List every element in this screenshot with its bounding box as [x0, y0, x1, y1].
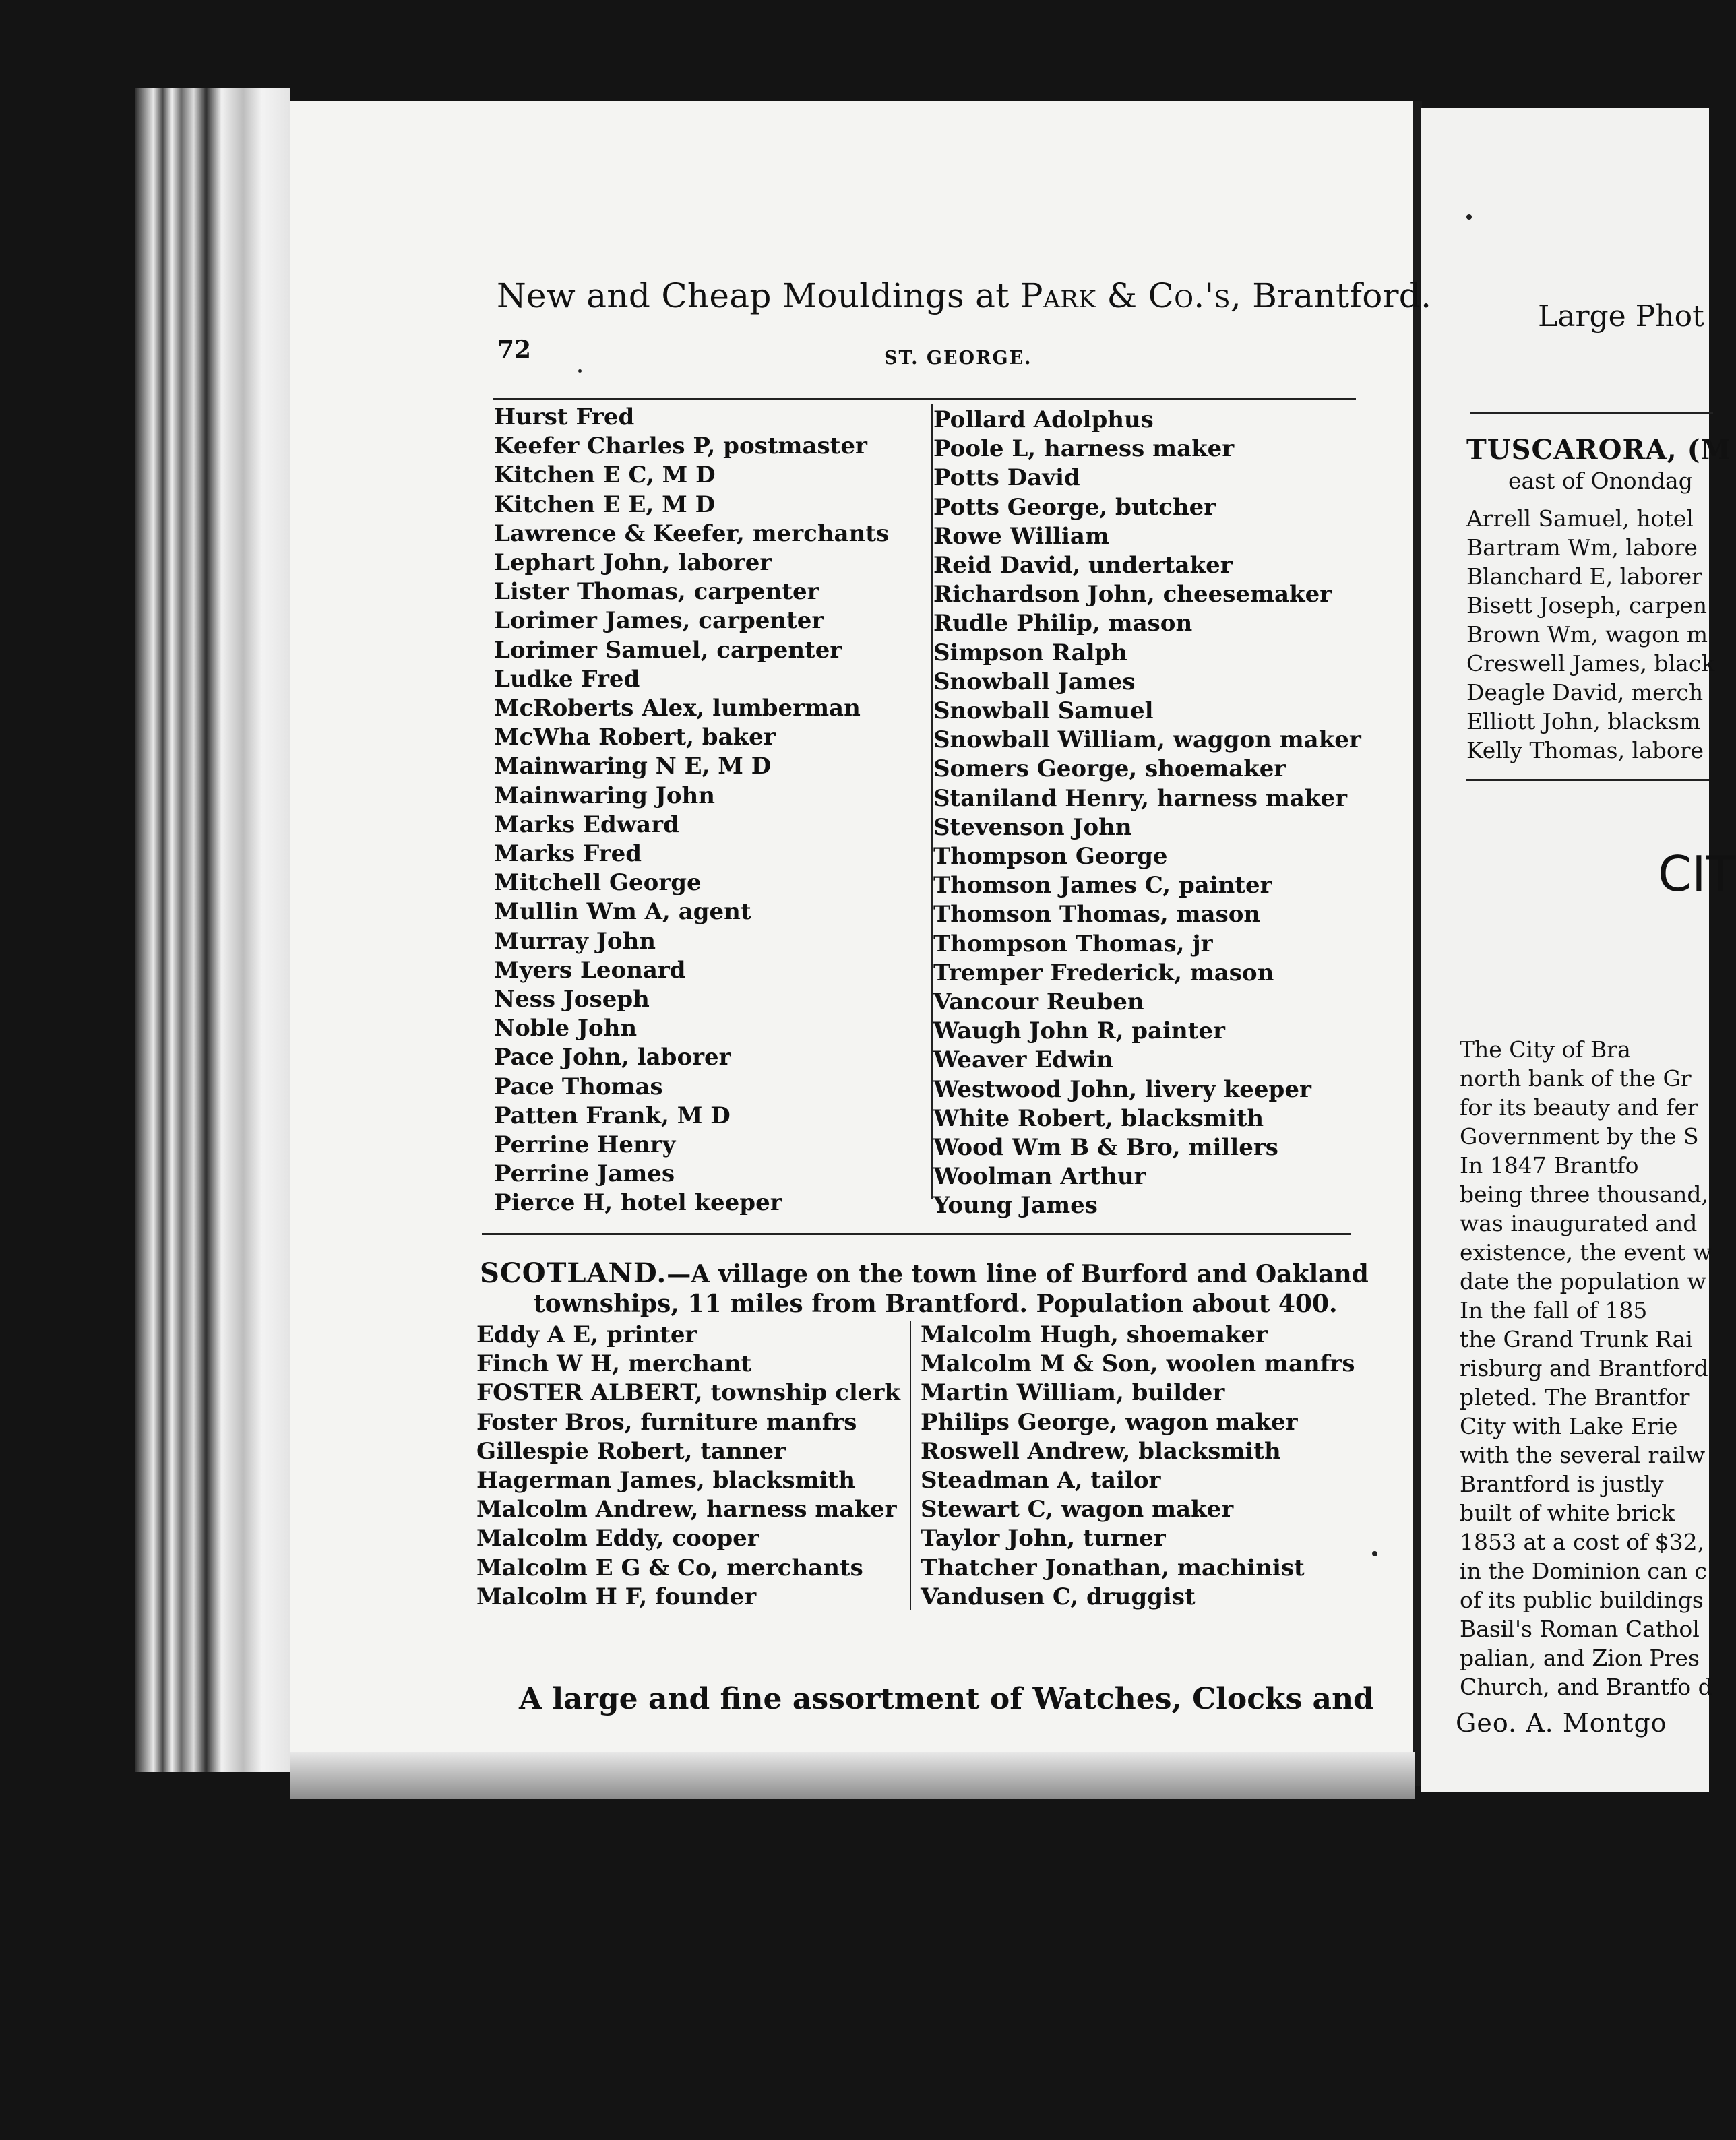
scotland-name: SCOTLAND. — [480, 1257, 667, 1289]
page-bottom-edge — [290, 1752, 1415, 1799]
directory-entry: Stevenson John — [933, 813, 1132, 841]
directory-entry: Brown Wm, wagon m — [1466, 621, 1708, 648]
city-paragraph — [1460, 1035, 1712, 1701]
directory-entry: Young James — [933, 1192, 1098, 1220]
ink-speck — [578, 369, 582, 373]
directory-entry: Ludke Fred — [494, 665, 640, 693]
directory-entry: Kelly Thomas, labore — [1466, 737, 1704, 763]
directory-entry: McRoberts Alex, lumberman — [494, 695, 861, 722]
directory-entry: Creswell James, black — [1466, 650, 1715, 676]
directory-entry: Elliott John, blacksm — [1466, 708, 1701, 734]
scotland-column-divider — [910, 1321, 911, 1610]
page-footer-advertisement: A large and fine assortment of Watches, Clocks and — [519, 1682, 1374, 1716]
directory-entry: Deagle David, merch — [1466, 679, 1704, 705]
directory-entry: Foster Bros, furniture manfrs — [476, 1408, 857, 1436]
paragraph-line: palian, and Zion Pres — [1460, 1645, 1700, 1671]
tuscarora-heading — [1466, 435, 1731, 466]
paragraph-line: In the fall of 185 — [1460, 1297, 1648, 1323]
tuscarora-entries — [1466, 504, 1714, 765]
directory-entry: Noble John — [494, 1015, 638, 1042]
directory-entry: Marks Fred — [494, 840, 642, 868]
directory-entry: Stewart C, wagon maker — [921, 1496, 1234, 1523]
directory-entry: Arrell Samuel, hotel — [1466, 505, 1694, 532]
directory-entry: Thompson George — [933, 843, 1168, 871]
directory-entry: Westwood John, livery keeper — [933, 1075, 1311, 1103]
tuscarora-line-2: east of Onondag — [1508, 468, 1693, 494]
header-brand: Park & Co.'s — [1020, 276, 1231, 315]
directory-entry: Reid David, undertaker — [933, 552, 1233, 579]
directory-entry: Mitchell George — [494, 869, 702, 897]
directory-entry: Perrine Henry — [494, 1131, 676, 1159]
directory-entry: Simpson Ralph — [933, 639, 1128, 666]
st-george-left-column — [494, 403, 889, 1218]
ink-speck — [1466, 214, 1472, 220]
paragraph-line: was inaugurated and — [1460, 1210, 1698, 1236]
directory-entry: Pace John, laborer — [494, 1044, 731, 1071]
page-header-advertisement — [497, 276, 1431, 315]
directory-entry: Malcolm Hugh, shoemaker — [921, 1321, 1268, 1348]
paragraph-line: of its public buildings — [1460, 1587, 1704, 1613]
directory-entry: Malcolm H F, founder — [476, 1583, 757, 1610]
directory-entry: Mainwaring N E, M D — [494, 753, 772, 780]
directory-entry: Lephart John, laborer — [494, 549, 772, 577]
directory-entry: Mainwaring John — [494, 782, 715, 809]
header-suffix: , Brantford. — [1230, 276, 1432, 315]
directory-entry: Myers Leonard — [494, 956, 686, 984]
directory-entry: Martin William, builder — [921, 1379, 1225, 1407]
directory-entry: Pierce H, hotel keeper — [494, 1189, 782, 1217]
directory-entry: Snowball William, waggon maker — [933, 726, 1361, 754]
directory-entry: Pollard Adolphus — [933, 406, 1154, 433]
directory-entry: Lister Thomas, carpenter — [494, 578, 819, 606]
directory-entry: Malcolm Eddy, cooper — [476, 1525, 760, 1552]
directory-entry: McWha Robert, baker — [494, 724, 776, 751]
right-section-rule — [1466, 779, 1709, 784]
directory-entry: Wood Wm B & Bro, millers — [933, 1134, 1278, 1162]
st-george-right-column — [933, 406, 1361, 1221]
directory-entry: Rowe William — [933, 522, 1109, 550]
paragraph-line: Government by the S — [1460, 1123, 1699, 1150]
scotland-right-column — [921, 1321, 1355, 1612]
directory-entry: Mullin Wm A, agent — [494, 898, 751, 926]
directory-entry: Thomson James C, painter — [933, 872, 1272, 900]
directory-entry: Roswell Andrew, blacksmith — [921, 1437, 1281, 1465]
directory-entry: Staniland Henry, harness maker — [933, 784, 1348, 812]
paragraph-line: built of white brick — [1460, 1500, 1675, 1526]
section-rule — [482, 1233, 1351, 1238]
paragraph-line: In 1847 Brantfo — [1460, 1152, 1639, 1178]
right-top-rule — [1470, 412, 1713, 414]
directory-entry: Tremper Frederick, mason — [933, 959, 1274, 986]
paragraph-line: with the several railw — [1460, 1442, 1706, 1468]
directory-entry: White Robert, blacksmith — [933, 1104, 1264, 1132]
running-head: ST. GEORGE. — [884, 348, 1032, 369]
scotland-section-heading — [480, 1259, 1369, 1319]
paragraph-line: The City of Bra — [1460, 1036, 1631, 1063]
directory-entry: Vancour Reuben — [933, 988, 1144, 1016]
directory-entry: Somers George, shoemaker — [933, 755, 1286, 783]
directory-entry: Gillespie Robert, tanner — [476, 1437, 786, 1465]
right-page-header: Large Phot — [1538, 299, 1704, 334]
directory-entry: Hurst Fred — [494, 404, 635, 431]
directory-entry: Pace Thomas — [494, 1073, 663, 1100]
paragraph-line: risburg and Brantford — [1460, 1355, 1708, 1381]
paragraph-line: north bank of the Gr — [1460, 1065, 1692, 1092]
paragraph-line: Brantford is justly — [1460, 1471, 1664, 1497]
paragraph-line: the Grand Trunk Rai — [1460, 1326, 1693, 1352]
directory-entry: Rudle Philip, mason — [933, 610, 1193, 637]
directory-entry: Hagerman James, blacksmith — [476, 1467, 856, 1494]
directory-entry: Malcolm M & Son, woolen manfrs — [921, 1350, 1355, 1378]
directory-entry: Malcolm Andrew, harness maker — [476, 1496, 897, 1523]
directory-entry: Eddy A E, printer — [476, 1321, 698, 1348]
directory-entry: Potts David — [933, 464, 1080, 492]
directory-entry: Snowball James — [933, 668, 1136, 695]
paragraph-line: City with Lake Erie — [1460, 1413, 1678, 1439]
directory-entry: Blanchard E, laborer — [1466, 563, 1702, 590]
paragraph-line: 1853 at a cost of $32, — [1460, 1529, 1705, 1555]
scotland-description-1: —A village on the town line of Burford and Oakland — [666, 1260, 1369, 1288]
paragraph-line: being three thousand, — [1460, 1181, 1709, 1207]
paragraph-line: pleted. The Brantfor — [1460, 1384, 1690, 1410]
column-divider — [931, 404, 933, 1199]
directory-entry: Potts George, butcher — [933, 493, 1216, 521]
directory-entry: Thatcher Jonathan, machinist — [921, 1554, 1305, 1581]
directory-entry: Snowball Samuel — [933, 697, 1154, 725]
directory-entry: Bisett Joseph, carpen — [1466, 592, 1708, 619]
directory-entry: Taylor John, turner — [921, 1525, 1166, 1552]
paragraph-line: date the population w — [1460, 1268, 1706, 1294]
directory-entry: Thompson Thomas, jr — [933, 930, 1213, 957]
paragraph-line: Basil's Roman Cathol — [1460, 1616, 1700, 1642]
directory-entry: Kitchen E C, M D — [494, 462, 716, 489]
directory-entry: FOSTER ALBERT, township clerk — [476, 1379, 900, 1407]
directory-entry: Lorimer James, carpenter — [494, 607, 824, 635]
directory-entry: Lawrence & Keefer, merchants — [494, 520, 890, 547]
directory-entry: Patten Frank, M D — [494, 1102, 731, 1129]
page-number: 72 — [497, 336, 532, 364]
paragraph-line: in the Dominion can c — [1460, 1558, 1707, 1584]
scotland-left-column — [476, 1321, 900, 1612]
directory-entry: Lorimer Samuel, carpenter — [494, 636, 842, 664]
paragraph-line: existence, the event w — [1460, 1239, 1712, 1265]
directory-entry: Philips George, wagon maker — [921, 1408, 1298, 1436]
header-prefix: New and Cheap Mouldings at — [497, 276, 1020, 315]
right-page-footer: Geo. A. Montgo — [1456, 1708, 1667, 1738]
directory-entry: Keefer Charles P, postmaster — [494, 433, 867, 460]
directory-entry: Bartram Wm, labore — [1466, 534, 1698, 561]
directory-entry: Murray John — [494, 927, 656, 955]
directory-entry: Kitchen E E, M D — [494, 491, 716, 518]
top-rule — [493, 398, 1356, 400]
tuscarora-line-1: TUSCARORA, (M — [1466, 434, 1731, 466]
directory-entry: Finch W H, merchant — [476, 1350, 752, 1378]
directory-entry: Poole L, harness maker — [933, 435, 1235, 463]
directory-entry: Woolman Arthur — [933, 1163, 1146, 1191]
directory-entry: Waugh John R, painter — [933, 1017, 1225, 1045]
directory-entry: Marks Edward — [494, 811, 679, 838]
ink-speck — [1372, 1551, 1377, 1556]
directory-entry: Malcolm E G & Co, merchants — [476, 1554, 863, 1581]
directory-entry: Vandusen C, druggist — [921, 1583, 1196, 1610]
scotland-description-2: townships, 11 miles from Brantford. Population about 400. — [534, 1290, 1338, 1318]
paragraph-line: Church, and Brantfo d — [1460, 1674, 1712, 1700]
directory-entry: Steadman A, tailor — [921, 1467, 1161, 1494]
book-spine-edge — [135, 88, 290, 1772]
directory-entry: Ness Joseph — [494, 986, 650, 1013]
directory-entry: Perrine James — [494, 1160, 675, 1188]
paragraph-line: for its beauty and fer — [1460, 1094, 1698, 1121]
directory-entry: Richardson John, cheesemaker — [933, 581, 1332, 608]
directory-entry: Weaver Edwin — [933, 1046, 1113, 1074]
directory-entry: Thomson Thomas, mason — [933, 901, 1261, 929]
city-heading: CIT — [1658, 846, 1736, 902]
